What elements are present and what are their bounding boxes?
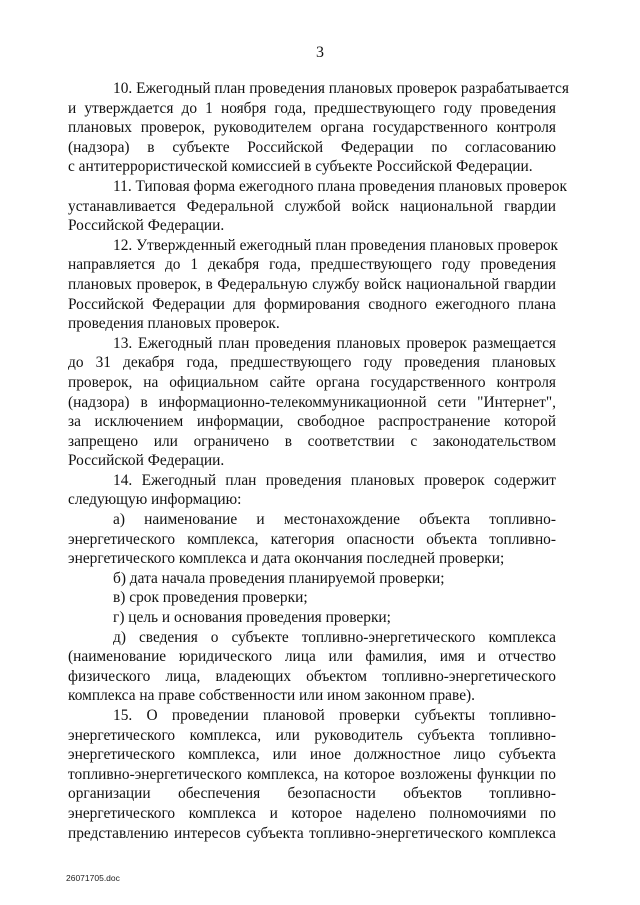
- text-line: а) наименование и местонахождение объекта топливно-: [113, 511, 556, 529]
- text-line: организации обеспечения безопасности объектов топливно-: [68, 785, 556, 803]
- text-line: устанавливается Федеральной службой войск национальной гвардии: [68, 197, 556, 215]
- text-line: плановых проверок, руководителем органа государственного контроля: [68, 119, 556, 137]
- document-body: [68, 79, 569, 843]
- text-line: с антитеррористической комиссией в субъекте Российской Федерации.: [68, 158, 533, 176]
- text-line: топливно-энергетического комплекса, на которое возложены функции по: [68, 765, 556, 783]
- text-line: Российской Федерации.: [68, 452, 225, 470]
- text-line: (надзора) в субъекте Российской Федерации по согласованию: [68, 138, 556, 156]
- text-line: энергетического комплекса, или руководитель субъекта топливно-: [68, 726, 556, 744]
- text-line: Российской Федерации.: [68, 217, 225, 235]
- paragraph-14: [68, 471, 556, 510]
- paragraph-15: [68, 706, 556, 843]
- paragraph-11: [68, 177, 567, 236]
- text-line: энергетического комплекса, категория опасности объекта топливно-: [68, 530, 556, 548]
- list-item-d: [68, 628, 556, 706]
- list-item-a: [68, 510, 556, 569]
- list-item-g: [68, 608, 556, 628]
- paragraph-10: [68, 79, 569, 177]
- text-line: физического лица, владеющих объектом топливно-энергетического: [68, 667, 556, 685]
- text-line: проведения плановых проверок.: [68, 315, 280, 333]
- text-line: 11. Типовая форма ежегодного плана проведения плановых проверок: [113, 177, 567, 195]
- text-line: 15. О проведении плановой проверки субъекты топливно-: [113, 707, 556, 724]
- list-item-v: [68, 588, 556, 608]
- text-line: энергетического комплекса и дата окончания последней проверки;: [68, 550, 505, 568]
- text-line: до 31 декабря года, предшествующего году проведения плановых: [68, 354, 556, 372]
- text-line: комплекса на праве собственности или ином законном праве).: [68, 687, 475, 705]
- text-line: представлению интересов субъекта топливно-энергетического комплекса: [68, 824, 556, 842]
- paragraph-12: [68, 236, 559, 334]
- text-line: г) цель и основания проведения проверки;: [113, 609, 391, 627]
- text-line: и утверждается до 1 ноября года, предшествующего году проведения: [68, 99, 556, 117]
- text-line: в) срок проведения проверки;: [113, 589, 308, 607]
- text-line: б) дата начала проведения планируемой проверки;: [113, 569, 445, 587]
- footer-file-code: 26071705.doc: [66, 873, 120, 883]
- text-line: Российской Федерации для формирования сводного ежегодного плана: [68, 295, 556, 313]
- text-line: энергетического комплекса и которое наделено полномочиями по: [68, 804, 556, 822]
- text-line: 13. Ежегодный план проведения плановых проверок размещается: [113, 334, 556, 352]
- text-line: 12. Утвержденный ежегодный план проведения плановых проверок: [113, 236, 559, 254]
- text-line: 10. Ежегодный план проведения плановых проверок разрабатывается: [113, 80, 569, 97]
- text-line: плановых проверок, в Федеральную службу войск национальной гвардии: [68, 275, 556, 293]
- list-item-b: [68, 569, 556, 589]
- text-line: 14. Ежегодный план проведения плановых проверок содержит: [113, 471, 556, 489]
- page-number: 3: [316, 44, 324, 61]
- text-line: д) сведения о субъекте топливно-энергетического комплекса: [113, 628, 556, 646]
- text-line: запрещено или ограничено в соответствии с законодательством: [68, 432, 556, 450]
- text-line: направляется до 1 декабря года, предшествующего году проведения: [68, 256, 556, 274]
- text-line: (надзора) в информационно-телекоммуникационной сети "Интернет",: [68, 393, 556, 411]
- text-line: (наименование юридического лица или фамилия, имя и отчество: [68, 648, 556, 666]
- text-line: следующую информацию:: [68, 491, 242, 509]
- text-line: энергетического комплекса, или иное должностное лицо субъекта: [68, 746, 556, 764]
- text-line: проверок, на официальном сайте органа государственного контроля: [68, 373, 556, 391]
- paragraph-13: [68, 334, 556, 471]
- text-line: за исключением информации, свободное распространение которой: [68, 413, 556, 431]
